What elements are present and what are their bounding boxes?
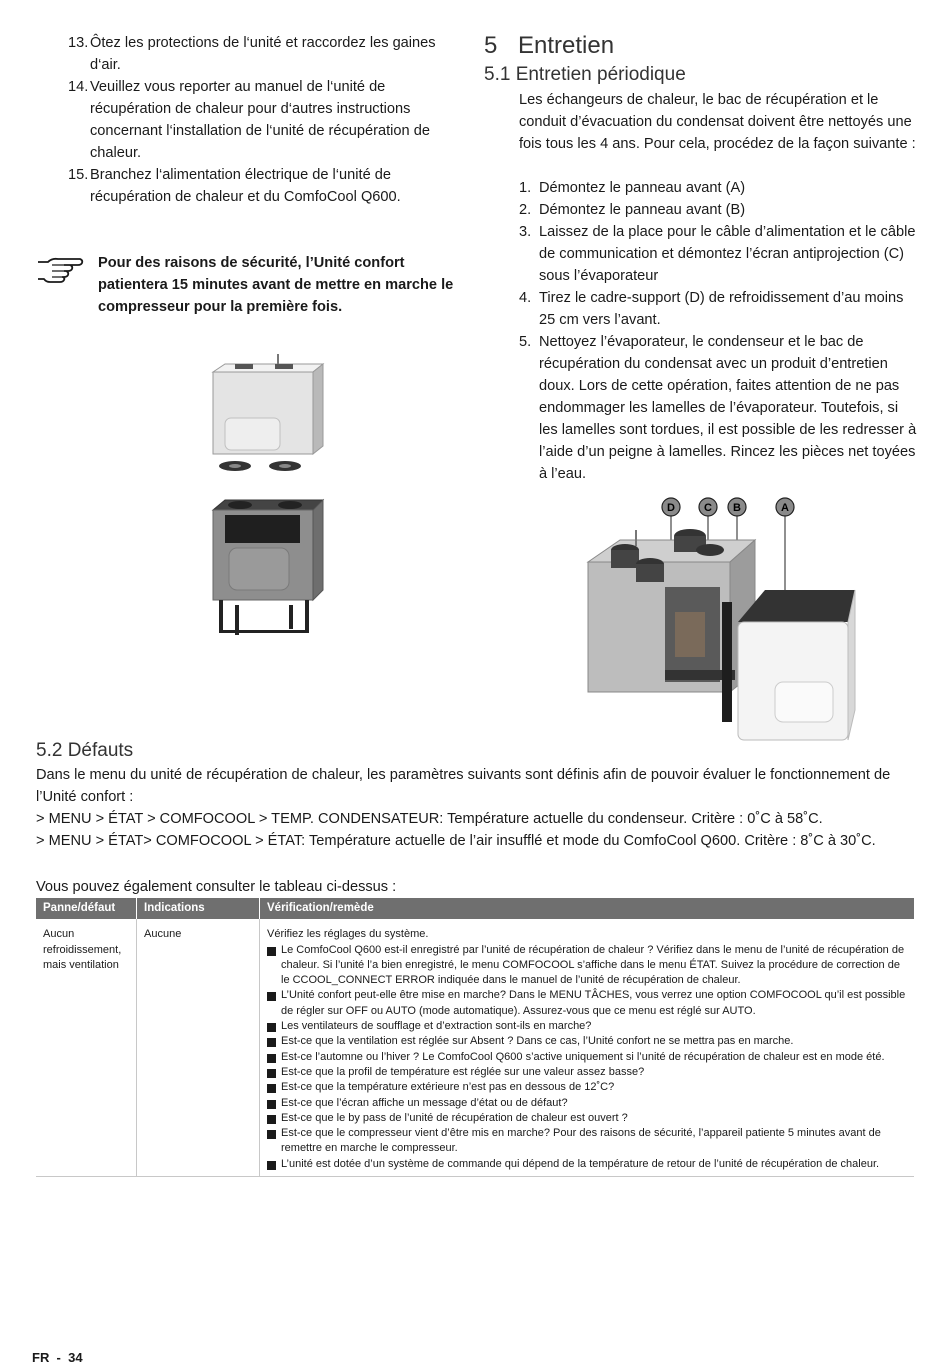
bullet-square-icon (267, 1023, 276, 1032)
bullet-square-icon (267, 1084, 276, 1093)
bullet-square-icon (267, 1100, 276, 1109)
bullet-square-icon (267, 1069, 276, 1078)
svg-text:A: A (781, 502, 789, 514)
pointing-hand-icon (36, 254, 84, 284)
table-header-row (36, 898, 914, 919)
safety-note-text: Pour des raisons de sécurité, l’Unité confort patientera 15 minutes avant de mettre en marche le compresseur pour la première fois. (98, 255, 454, 315)
cell-indication: Aucune (137, 919, 260, 1176)
step-15: 15. Branchez l‘alimentation électrique de l‘unité de récupération de chaleur et du ComfoCool Q600. (68, 167, 401, 205)
bullet-square-icon (267, 947, 276, 956)
label-c (699, 498, 717, 516)
label-d (662, 498, 680, 516)
bullet-square-icon (267, 1038, 276, 1047)
header-remedy: Vérification/remède (260, 898, 915, 919)
list-item: L’Unité confort peut-elle être mise en marche? Dans le MENU TÂCHES, vous verrez une option COMFOCOOL qu’il est possible de régler sur OFF ou AUTO (mode automatique). Assurez-vous que ce menu est réglé sur AUTO. (267, 988, 907, 1019)
maintenance-intro: Les échangeurs de chaleur, le bac de récupération et le conduit d’évacuation du condensat doivent être nettoyés une fois tous les 4 ans. Pour cela, procédez de la façon suivante : (519, 92, 916, 152)
cell-fault: Aucun refroidissement, mais ventilation (36, 919, 137, 1176)
header-fault: Panne/défaut (36, 898, 137, 919)
opened-unit-figure (580, 492, 870, 747)
maintenance-step-4: 4. Tirez le cadre-support (D) de refroidissement d’au moins 25 cm vers l’avant. (519, 290, 904, 328)
cell-remedy (260, 919, 915, 1176)
exploded-unit-figure (205, 350, 330, 640)
section-5-1-heading: 5.1 Entretien périodique (484, 64, 686, 85)
faults-table (36, 898, 914, 1177)
bullet-square-icon (267, 992, 276, 1001)
maintenance-step-2: 2. Démontez le panneau avant (B) (519, 202, 746, 218)
section-5-2-heading: 5.2 Défauts (36, 740, 134, 761)
page-number: FR - 34 (32, 1350, 83, 1365)
faults-intro: Dans le menu du unité de récupération de chaleur, les paramètres suivants sont définis afin de pouvoir évaluer le fonctionnement de l’Unité confort : > MENU > ÉTAT > COMFOCOOL > TEMP. CONDENSATEUR: Température actuelle du condenseur. Critère : 0˚C à 58˚C. > MENU > ÉTAT> COMFOCOOL > ÉTAT: Température actuelle de l’air insufflé et mode du ComfoCool Q600. Critère : 8˚C à 30˚C. (36, 767, 891, 849)
bullet-square-icon (267, 1054, 276, 1063)
table-row (36, 919, 914, 1176)
list-item: Est-ce que la ventilation est réglée sur Absent ? Dans ce cas, l’Unité confort ne se mettra pas en marche. (267, 1034, 907, 1049)
bullet-square-icon (267, 1115, 276, 1124)
svg-text:D: D (667, 502, 675, 514)
list-item: L’unité est dotée d’un système de commande qui dépend de la température de retour de l’unité de récupération de chaleur. (267, 1157, 907, 1172)
remedy-lead: Vérifiez les réglages du système. (267, 928, 429, 941)
section-5-heading: 5 Entretien (484, 32, 615, 59)
maintenance-step-1: 1. Démontez le panneau avant (A) (519, 180, 746, 196)
label-b (728, 498, 746, 516)
list-item: Est-ce l’automne ou l’hiver ? Le ComfoCool Q600 s’active uniquement si l’unité de récupération de chaleur est en mode été. (267, 1050, 907, 1065)
bullet-square-icon (267, 1161, 276, 1170)
header-indications: Indications (137, 898, 260, 919)
maintenance-steps (519, 177, 919, 485)
svg-text:C: C (704, 502, 712, 514)
list-item: Est-ce que le by pass de l’unité de récupération de chaleur est ouvert ? (267, 1111, 907, 1126)
list-item: Est-ce que l’écran affiche un message d’état ou de défaut? (267, 1096, 907, 1111)
step-13: 13. Ôtez les protections de l‘unité et raccordez les gaines d‘air. (68, 35, 436, 73)
remedy-list (267, 943, 907, 1172)
bullet-square-icon (267, 1130, 276, 1139)
list-item: Le ComfoCool Q600 est-il enregistré par l’unité de récupération de chaleur ? Vérifiez dans le menu de l’unité de récupération de chaleur. Si l’unité l’a bien enregistré, le menu COMFOCOOL s’affiche dans le menu ÉTAT. Suivez la procédure de correction de le CCOOL_CONNECT ERROR indiquée dans le manuel de l’unité de récupération de chaleur. (267, 943, 907, 989)
list-item: Les ventilateurs de soufflage et d’extraction sont-ils en marche? (267, 1019, 907, 1034)
table-intro: Vous pouvez également consulter le tableau ci-dessus : (36, 879, 397, 895)
list-item: Est-ce que le compresseur vient d’être mis en marche? Pour des raisons de sécurité, l’appareil patiente 5 minutes avant de remettre en marche le compresseur. (267, 1126, 907, 1157)
label-a (776, 498, 794, 516)
svg-text:B: B (733, 502, 741, 514)
list-item: Est-ce que la profil de température est réglée sur une valeur assez basse? (267, 1065, 907, 1080)
step-14: 14. Veuillez vous reporter au manuel de l‘unité de récupération de chaleur pour d‘autres instructions concernant l‘installation de l‘unité de récupération de chaleur. (68, 79, 430, 161)
list-item: Est-ce que la température extérieure n’est pas en dessous de 12˚C? (267, 1080, 907, 1095)
maintenance-step-3: 3. Laissez de la place pour le câble d’alimentation et le câble de communication et démontez l’écran antiprojection (C) sous l’évaporateur (519, 224, 916, 284)
installation-steps (68, 32, 468, 208)
maintenance-step-5: 5. Nettoyez l’évaporateur, le condenseur et le bac de récupération du condensat avec un produit d’entretien doux. Lors de cette opération, faites attention de ne pas endommager les lamelles de l’évaporateur. Toutefois, si les lamelles sont tordues, il est possible de les redresser à l’aide d’un peigne à lamelles. Rincez les pièces net toyées à l’eau. (519, 334, 917, 482)
